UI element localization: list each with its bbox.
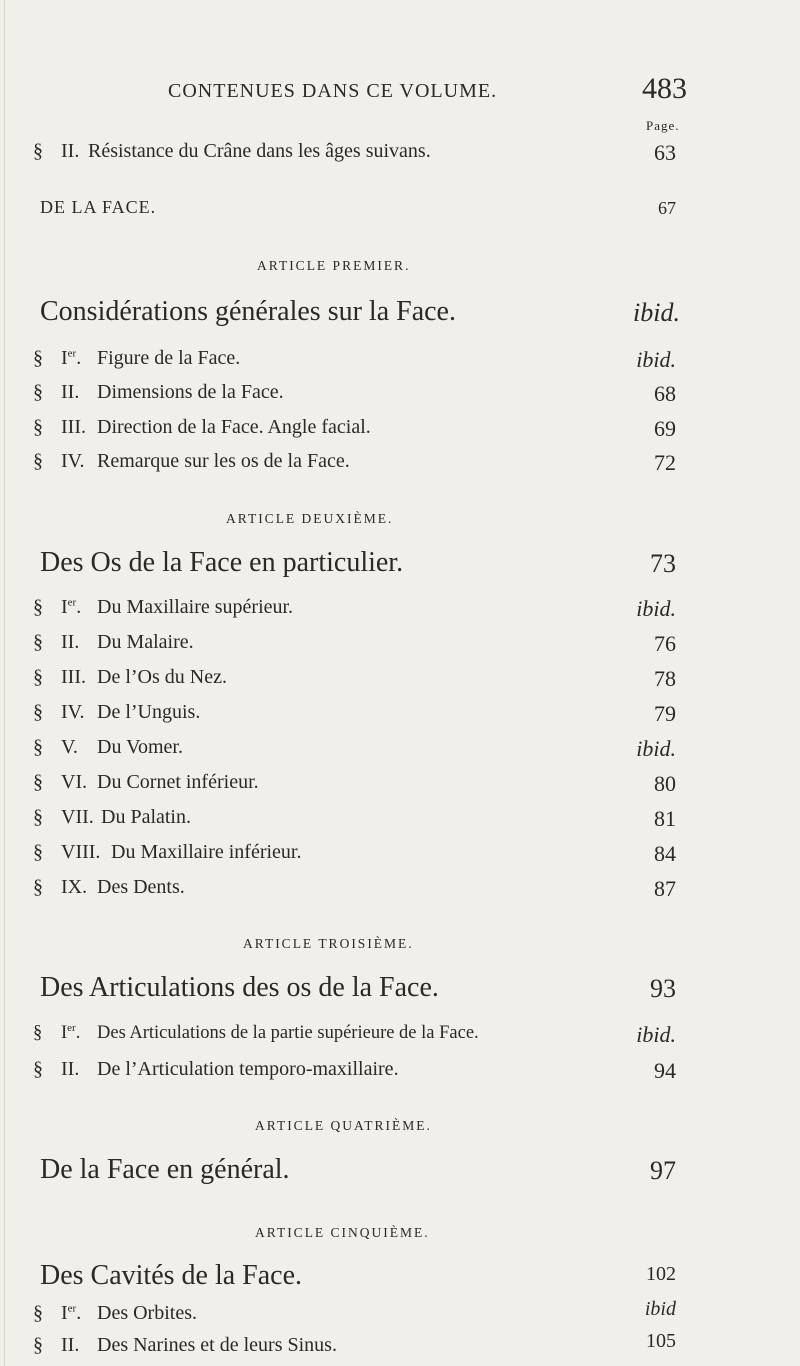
entry-text: Des Articulations de la partie supérieure de la Face. bbox=[97, 1023, 479, 1044]
section-mark: § bbox=[33, 841, 43, 863]
toc-entry bbox=[33, 771, 259, 794]
entry-text: De l’Unguis. bbox=[97, 701, 201, 723]
entry-page: ibid bbox=[644, 1298, 676, 1320]
section-number-sup: er bbox=[67, 1302, 77, 1315]
toc-entry bbox=[33, 666, 227, 689]
toc-entry bbox=[33, 1058, 399, 1081]
section-number-sup: er bbox=[67, 1022, 76, 1034]
toc-entry bbox=[33, 416, 371, 439]
article-heading: ARTICLE DEUXIÈME. bbox=[226, 511, 394, 526]
article-heading: ARTICLE PREMIER. bbox=[257, 258, 411, 273]
entry-page: ibid. bbox=[636, 736, 676, 761]
entry-text: Des Orbites. bbox=[97, 1302, 197, 1324]
section-number: II. bbox=[61, 1058, 80, 1080]
section-number: I bbox=[61, 347, 68, 369]
section-number: VI. bbox=[61, 771, 88, 793]
section-number: III. bbox=[61, 416, 86, 438]
toc-entry bbox=[33, 381, 284, 404]
article-title-page: 102 bbox=[646, 1263, 676, 1285]
toc-entry bbox=[33, 631, 194, 654]
section-mark: § bbox=[33, 416, 43, 438]
section-number: V. bbox=[61, 736, 78, 758]
entry-text: Du Maxillaire supérieur. bbox=[97, 596, 294, 618]
toc-entry bbox=[33, 841, 302, 864]
section-mark: § bbox=[33, 806, 43, 828]
article-title-page: 97 bbox=[650, 1156, 676, 1185]
entry-page: 94 bbox=[654, 1058, 676, 1083]
entry-text: De l’Articulation temporo-maxillaire. bbox=[97, 1058, 399, 1080]
entry-text: Direction de la Face. Angle facial. bbox=[97, 416, 371, 438]
section-number: IV. bbox=[61, 450, 85, 472]
toc-entry: § Ier. Figure de la Face. bbox=[33, 347, 241, 369]
entry-text: Du Maxillaire inférieur. bbox=[111, 841, 302, 863]
article-title-page: 93 bbox=[650, 974, 676, 1003]
section-number: II. bbox=[61, 631, 80, 653]
entry-page: 78 bbox=[654, 666, 676, 691]
section-mark: § bbox=[33, 1058, 43, 1080]
entry-text: Remarque sur les os de la Face. bbox=[97, 450, 350, 472]
entry-page: 84 bbox=[654, 841, 676, 866]
entry-text: Des Narines et de leurs Sinus. bbox=[97, 1334, 337, 1356]
entry-page: ibid. bbox=[636, 596, 676, 621]
toc-entry: § Ier. Des Articulations de la partie supérieure de la Face. bbox=[33, 1022, 479, 1044]
entry-text: Dimensions de la Face. bbox=[97, 381, 284, 403]
section-mark: § bbox=[33, 631, 43, 653]
section-number: I bbox=[61, 1023, 68, 1044]
section-number: II. bbox=[61, 1334, 80, 1356]
toc-entry: § Ier. Des Orbites. bbox=[33, 1302, 197, 1324]
toc-entry bbox=[33, 701, 200, 724]
section-number: IV. bbox=[61, 701, 85, 723]
section-number: II. bbox=[61, 381, 80, 403]
article-title-page: 73 bbox=[650, 549, 676, 578]
entry-text: De l’Os du Nez. bbox=[97, 666, 227, 688]
entry-page: 87 bbox=[654, 876, 676, 901]
part-page: 67 bbox=[658, 198, 676, 218]
entry-page: 105 bbox=[646, 1330, 676, 1352]
article-heading: ARTICLE CINQUIÈME. bbox=[255, 1225, 430, 1240]
section-mark: § bbox=[33, 140, 43, 162]
section-number-sup: er bbox=[67, 596, 77, 609]
toc-entry bbox=[33, 450, 350, 473]
entry-page: ibid. bbox=[636, 1022, 676, 1047]
page-edge-line bbox=[4, 0, 5, 1366]
entry-page: 63 bbox=[654, 140, 676, 165]
section-number: II. bbox=[61, 140, 80, 162]
entry-page: ibid. bbox=[636, 347, 676, 372]
section-number: III. bbox=[61, 666, 86, 688]
section-mark: § bbox=[33, 1334, 43, 1356]
entry-text: Résistance du Crâne dans les âges suivans. bbox=[88, 140, 431, 162]
entry-text: Du Malaire. bbox=[97, 631, 194, 653]
section-mark: § bbox=[33, 771, 43, 793]
section-mark: § bbox=[33, 596, 43, 618]
entry-text: Du Palatin. bbox=[101, 806, 191, 828]
toc-entry bbox=[33, 806, 191, 829]
section-number: IX. bbox=[61, 876, 88, 898]
section-number: VIII. bbox=[61, 841, 101, 863]
part-heading: DE LA FACE. bbox=[40, 197, 157, 217]
toc-entry: § Ier. Du Maxillaire supérieur. bbox=[33, 596, 294, 618]
section-mark: § bbox=[33, 701, 43, 723]
entry-page: 69 bbox=[654, 416, 676, 441]
section-mark: § bbox=[33, 450, 43, 472]
entry-text: Du Cornet inférieur. bbox=[97, 771, 259, 793]
entry-page: 80 bbox=[654, 771, 676, 796]
section-mark: § bbox=[33, 381, 43, 403]
entry-page: 79 bbox=[654, 701, 676, 726]
toc-entry bbox=[33, 736, 183, 759]
article-title: De la Face en général. bbox=[40, 1154, 290, 1185]
entry-text: Figure de la Face. bbox=[97, 347, 241, 369]
article-title: Des Articulations des os de la Face. bbox=[40, 972, 439, 1003]
entry-page: 68 bbox=[654, 381, 676, 406]
page-column-label: Page. bbox=[646, 118, 680, 133]
entry-text: Des Dents. bbox=[97, 876, 185, 898]
running-header: CONTENUES DANS CE VOLUME. bbox=[168, 80, 498, 102]
entry-text: Du Vomer. bbox=[97, 736, 183, 758]
toc-entry bbox=[33, 1334, 337, 1357]
page-folio: 483 bbox=[642, 72, 687, 105]
section-mark: § bbox=[33, 1302, 43, 1324]
toc-entry bbox=[33, 140, 431, 163]
section-number-sup: er bbox=[67, 347, 77, 360]
entry-page: 72 bbox=[654, 450, 676, 475]
article-title: Considérations générales sur la Face. bbox=[40, 296, 456, 327]
article-title: Des Os de la Face en particulier. bbox=[40, 547, 404, 578]
entry-page: 76 bbox=[654, 631, 676, 656]
section-mark: § bbox=[33, 666, 43, 688]
section-number: VII. bbox=[61, 806, 94, 828]
article-title: Des Cavités de la Face. bbox=[40, 1260, 303, 1291]
section-number: I bbox=[61, 1302, 68, 1324]
article-title-page: ibid. bbox=[633, 298, 680, 327]
article-heading: ARTICLE QUATRIÈME. bbox=[255, 1118, 432, 1133]
section-mark: § bbox=[33, 347, 43, 369]
section-mark: § bbox=[33, 736, 43, 758]
section-mark: § bbox=[33, 876, 43, 898]
toc-entry bbox=[33, 876, 185, 899]
section-number: I bbox=[61, 596, 68, 618]
section-mark: § bbox=[33, 1023, 43, 1044]
article-heading: ARTICLE TROISIÈME. bbox=[243, 936, 414, 951]
entry-page: 81 bbox=[654, 806, 676, 831]
